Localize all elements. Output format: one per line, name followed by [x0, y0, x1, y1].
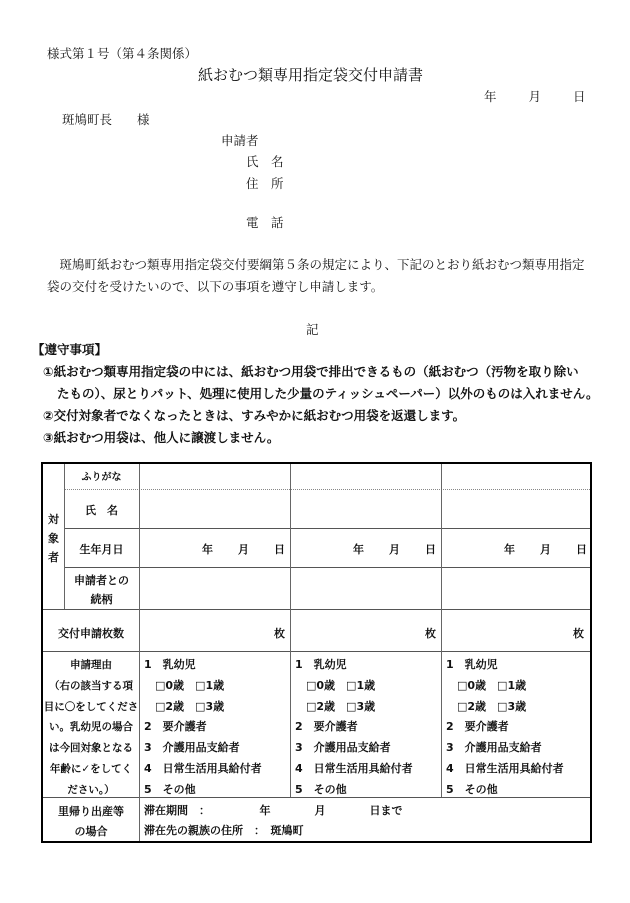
relation-label: 申請者との 続柄 [74, 574, 129, 606]
compliance-rule-3: ③紙おむつ用袋は、他人に譲渡しません。 [43, 430, 280, 445]
form-number: 様式第１号（第４条関係） [47, 46, 198, 61]
reason-option-other[interactable]: 5 その他 [446, 782, 498, 796]
age-checkbox-2-3[interactable]: □2歳 □3歳 [295, 699, 376, 713]
reason-option-infant[interactable]: 1 乳幼児 [295, 658, 347, 671]
stay-address-field[interactable]: 滞在先の親族の住所 ： 斑鳩町 [144, 824, 304, 837]
reason-option-care-needed[interactable]: 2 要介護者 [446, 720, 509, 734]
application-statement: 斑鳩町紙おむつ類専用指定袋交付要綱第５条の規定により、下記のとおり紙おむつ類専用指定袋の交付を受けたいので、以下の事項を遵守し申請します。 [47, 257, 585, 294]
reason-option-care-needed[interactable]: 2 要介護者 [295, 720, 358, 734]
date-day-label: 日 [573, 89, 586, 104]
application-table: 対 象 者 ふりがな 氏 名 生年月日 申請者との 続柄 交付申請枚数 申請理由 （右の該当する項 目に〇をしてくださ い。乳幼児の場合 は今回対象となる 年齢に✓をしてく ださい。） 里帰り出産等 の場合 年 月 日 年 月 日 年 月 日 枚 枚 枚 1 乳幼児 □0歳 □1歳 □2歳 □3歳 2 要介護者 3 介護用品支給者 4 日常生活用具給付者 5 その他 1 乳幼児 □0歳 □1歳 □2歳 □3歳 2 要介護者 3 介護用品支給者 4 日常生活用具給付者 5 その他 1 乳幼児 □0歳 □1歳 □2歳 □3歳 2 要介護者 3 介護用品支給者 4 日常生活用具給付者 5 その他 滞在期間 ： 年 月 日まで 滞在先の親族の住所 ： 斑鳩町 [41, 462, 592, 843]
subject-group-label: 対 象 者 [48, 513, 59, 564]
relation-field-1[interactable] [140, 568, 290, 609]
age-checkbox-0-1[interactable]: □0歳 □1歳 [295, 678, 376, 692]
ki-heading: 記 [306, 322, 319, 337]
applicant-label: 申請者 [221, 133, 259, 148]
reason-option-daily-living-aid[interactable]: 4 日常生活用具給付者 [446, 761, 564, 775]
reason-option-care-needed[interactable]: 2 要介護者 [144, 720, 207, 734]
age-checkbox-2-3[interactable]: □2歳 □3歳 [144, 699, 225, 713]
bag-count-field-1[interactable]: 枚 [274, 627, 285, 640]
bag-count-field-3[interactable]: 枚 [573, 627, 584, 640]
reason-options-1 [144, 655, 262, 801]
birthdate-label: 生年月日 [79, 543, 124, 556]
reason-option-other[interactable]: 5 その他 [144, 782, 196, 796]
reason-option-daily-living-aid[interactable]: 4 日常生活用具給付者 [144, 761, 262, 775]
reason-option-other[interactable]: 5 その他 [295, 782, 347, 796]
furigana-field-3[interactable] [442, 464, 590, 489]
age-checkbox-2-3[interactable]: □2歳 □3歳 [446, 699, 527, 713]
reason-options-2 [295, 655, 413, 801]
furigana-field-2[interactable] [291, 464, 441, 489]
applicant-address-label: 住 所 [246, 176, 284, 191]
bag-count-label: 交付申請枚数 [58, 627, 124, 640]
furigana-field-1[interactable] [140, 464, 290, 489]
applicant-name-label: 氏 名 [246, 154, 284, 169]
age-checkbox-0-1[interactable]: □0歳 □1歳 [144, 678, 225, 692]
row-divider [43, 651, 590, 652]
reason-option-daily-living-aid[interactable]: 4 日常生活用具給付者 [295, 761, 413, 775]
return-home-label: 里帰り出産等 の場合 [58, 805, 124, 838]
reason-options-3 [446, 655, 564, 801]
reason-option-infant[interactable]: 1 乳幼児 [144, 658, 196, 671]
row-divider [43, 609, 590, 610]
compliance-rule-1: ①紙おむつ類専用指定袋の中には、紙おむつ用袋で排出できるもの（紙おむつ（汚物を取り除い [43, 364, 579, 379]
application-date [484, 87, 586, 105]
compliance-rule-1-continued: たもの）、尿とりパット、処理に使用した少量のティッシュペーパー）以外のものは入れません。 [57, 386, 599, 401]
reason-option-care-supplies[interactable]: 3 介護用品支給者 [295, 741, 391, 755]
reason-option-care-supplies[interactable]: 3 介護用品支給者 [144, 741, 240, 755]
compliance-heading: 【遵守事項】 [32, 342, 108, 357]
stay-period-field[interactable]: 滞在期間 ： 年 月 日まで [144, 804, 403, 817]
reason-label: 申請理由 （右の該当する項 目に〇をしてくださ い。乳幼児の場合 は今回対象となる 年齢に✓をしてく ださい。） [43, 659, 139, 796]
compliance-rule-2: ②交付対象者でなくなったときは、すみやかに紙おむつ用袋を返還します。 [43, 408, 466, 423]
name-field-1[interactable] [140, 490, 290, 528]
age-checkbox-0-1[interactable]: □0歳 □1歳 [446, 678, 527, 692]
bag-count-field-2[interactable]: 枚 [425, 627, 436, 640]
relation-field-3[interactable] [442, 568, 590, 609]
furigana-label: ふりがな [81, 472, 122, 483]
relation-field-2[interactable] [291, 568, 441, 609]
date-month-label: 月 [528, 89, 542, 104]
name-field-3[interactable] [442, 490, 590, 528]
reason-option-infant[interactable]: 1 乳幼児 [446, 658, 498, 671]
addressee: 斑鳩町長 様 [62, 112, 150, 127]
name-label: 氏 名 [85, 504, 118, 517]
reason-option-care-supplies[interactable]: 3 介護用品支給者 [446, 741, 542, 755]
applicant-phone-label: 電 話 [246, 215, 284, 230]
document-title: 紙おむつ類専用指定袋交付申請書 [198, 66, 424, 84]
row-divider [64, 528, 590, 529]
date-year-label: 年 [484, 89, 497, 104]
name-field-2[interactable] [291, 490, 441, 528]
